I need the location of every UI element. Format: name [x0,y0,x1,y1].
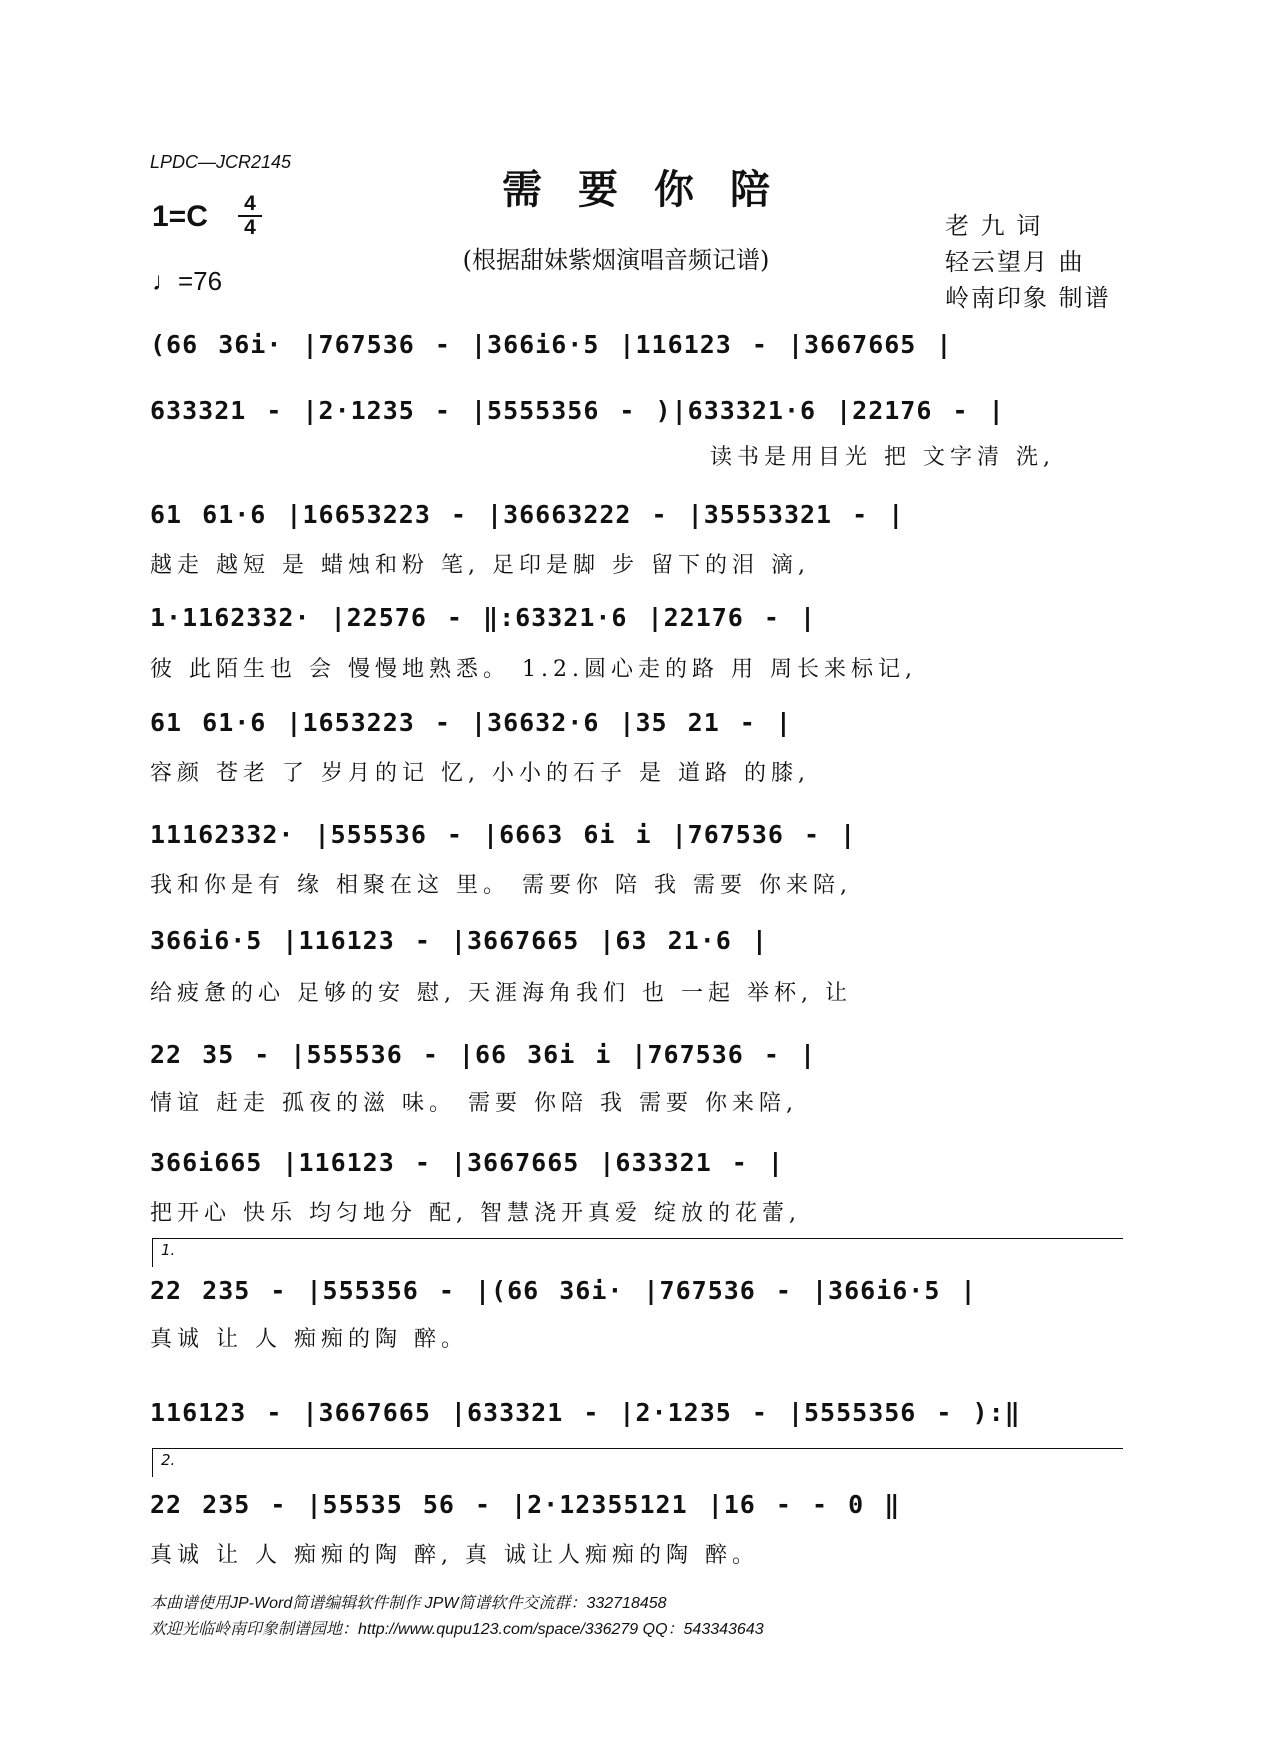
notation-row: 633321 - |2·1235 - |5555356 - )|633321·6 |22176 - | [150,396,1005,425]
notation-row: 1·1162332· |22576 - ‖:63321·6 |22176 - | [150,603,817,632]
subtitle: (根据甜妹紫烟演唱音频记谱) [462,246,770,274]
lyricist-credit: 老 九 词 [945,212,1043,240]
notation-row: 22 235 - |555356 - |(66 36i· |767536 - |366i6·5 | [150,1276,977,1305]
volta-2 [152,1448,1123,1477]
lyrics-row: 真诚 让 人 痴痴的陶 醉, 真 诚让人痴痴的陶 醉。 [150,1543,759,1568]
notation-row: 116123 - |3667665 |633321 - |2·1235 - |5555356 - ):‖ [150,1398,1021,1427]
lyrics-row: 情谊 赶走 孤夜的滋 味。 需要 你陪 我 需要 你来陪, [150,1091,798,1116]
lyrics-row: 给疲惫的心 足够的安 慰, 天涯海角我们 也 一起 举杯, 让 [150,981,852,1006]
notation-row: 366i665 |116123 - |3667665 |633321 - | [150,1148,784,1177]
lyrics-row: 真诚 让 人 痴痴的陶 醉。 [150,1327,468,1352]
notation-row: 22 35 - |555536 - |66 36i i |767536 - | [150,1040,816,1069]
notation-row: 61 61·6 |1653223 - |36632·6 |35 21 - | [150,708,792,737]
composer-credit: 轻云望月 曲 [945,248,1085,276]
lyrics-row: 把开心 快乐 均匀地分 配, 智慧浇开真爱 绽放的花蕾, [150,1201,801,1226]
page-title: 需要你陪 [502,166,806,213]
footer-line-1: 本曲谱使用JP-Word简谱编辑软件制作 JPW简谱软件交流群：332718458 [150,1595,667,1612]
notation-row: 61 61·6 |16653223 - |36663222 - |35553321 - | [150,500,905,529]
notation-row: 366i6·5 |116123 - |3667665 |63 21·6 | [150,926,768,955]
volta-1 [152,1238,1123,1267]
notation-row: 22 235 - |55535 56 - |2·12355121 |16 - - 0 ‖ [150,1490,901,1519]
lyrics-row: 读书是用目光 把 文字清 洗, [710,445,1055,470]
footer-line-2: 欢迎光临岭南印象制谱园地：http://www.qupu123.com/space/336279 QQ：543343643 [150,1621,764,1638]
lyrics-row: 彼 此陌生也 会 慢慢地熟悉。 1.2.圆心走的路 用 周长来标记, [150,657,917,682]
tempo-marking: ♩=76 [152,266,223,296]
notation-row: (66 36i· |767536 - |366i6·5 |116123 - |3667665 | [150,330,953,359]
volta-label: 1. [161,1241,176,1259]
time-bottom: 4 [244,216,256,239]
notation-row: 11162332· |555536 - |6663 6i i |767536 - | [150,820,857,849]
time-top: 4 [244,192,256,215]
volta-label: 2. [161,1451,176,1469]
lyrics-row: 我和你是有 缘 相聚在这 里。 需要你 陪 我 需要 你来陪, [150,873,852,898]
lyrics-row: 越走 越短 是 蜡烛和粉 笔, 足印是脚 步 留下的泪 滴, [150,553,810,578]
time-signature [238,194,262,238]
key-signature: 1=C [152,200,208,233]
lyrics-row: 容颜 苍老 了 岁月的记 忆, 小小的石子 是 道路 的膝, [150,761,810,786]
arranger-credit: 岭南印象 制谱 [945,284,1111,312]
score-code: LPDC—JCR2145 [150,152,292,172]
